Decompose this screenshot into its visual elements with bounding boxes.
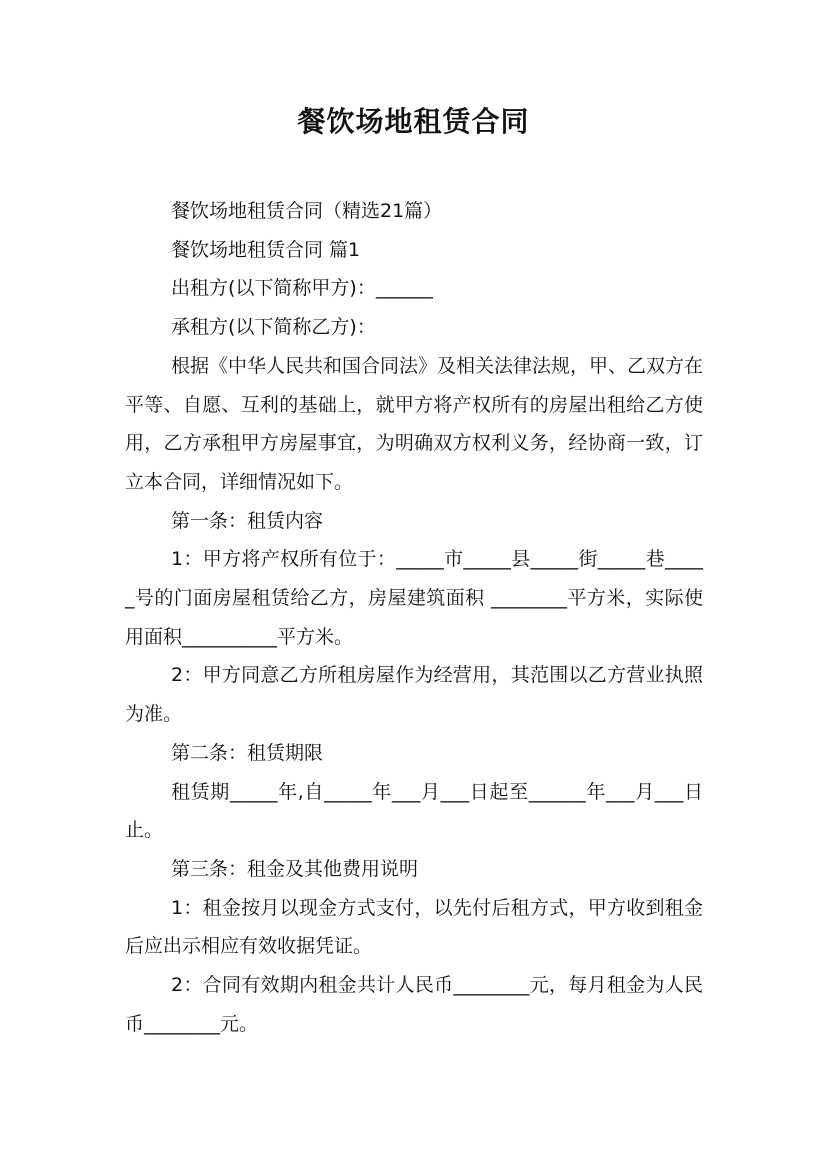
paragraph-lessor: 出租方(以下简称甲方)：______ [171,277,433,300]
paragraph-article-3-clause-2: 2：合同有效期内租金共计人民币________元，每月租金为人民币________元。 [125,974,703,1035]
paragraph-section-heading: 餐饮场地租赁合同 篇1 [171,238,361,261]
paragraph-article-2-heading: 第二条：租赁期限 [171,741,324,764]
paragraph-lessee: 承租方(以下简称乙方)： [171,316,376,339]
paragraph-preamble: 根据《中华人民共和国合同法》及相关法律法规，甲、乙双方在平等、自愿、互利的基础上，就甲方将产权所有的房屋出租给乙方使用，乙方承租甲方房屋事宜，为明确双方权利义务，经协商一致，订立本合同，详细情况如下。 [125,354,704,493]
paragraph-article-1-clause-1: 1：甲方将产权所有位于：_____市_____县_____街_____巷_____号的门面房屋租赁给乙方，房屋建筑面积 ________平方米，实际使用面积__________平方米。 [125,548,703,648]
paragraph-article-1-heading: 第一条：租赁内容 [171,509,324,532]
paragraph-article-1-clause-2: 2：甲方同意乙方所租房屋作为经营用，其范围以乙方营业执照为准。 [125,664,703,726]
document-body [125,192,703,1043]
paragraph-article-3-clause-1: 1：租金按月以现金方式支付，以先付后租方式，甲方收到租金后应出示相应有效收据凭证。 [125,896,703,958]
paragraph-article-2-term: 租赁期_____年,自_____年___月___日起至______年___月___日止。 [125,780,703,842]
paragraph-article-3-heading: 第三条：租金及其他费用说明 [171,857,419,880]
document-title: 餐饮场地租赁合同 [297,105,530,138]
paragraph-subtitle: 餐饮场地租赁合同（精选21篇） [171,200,443,222]
